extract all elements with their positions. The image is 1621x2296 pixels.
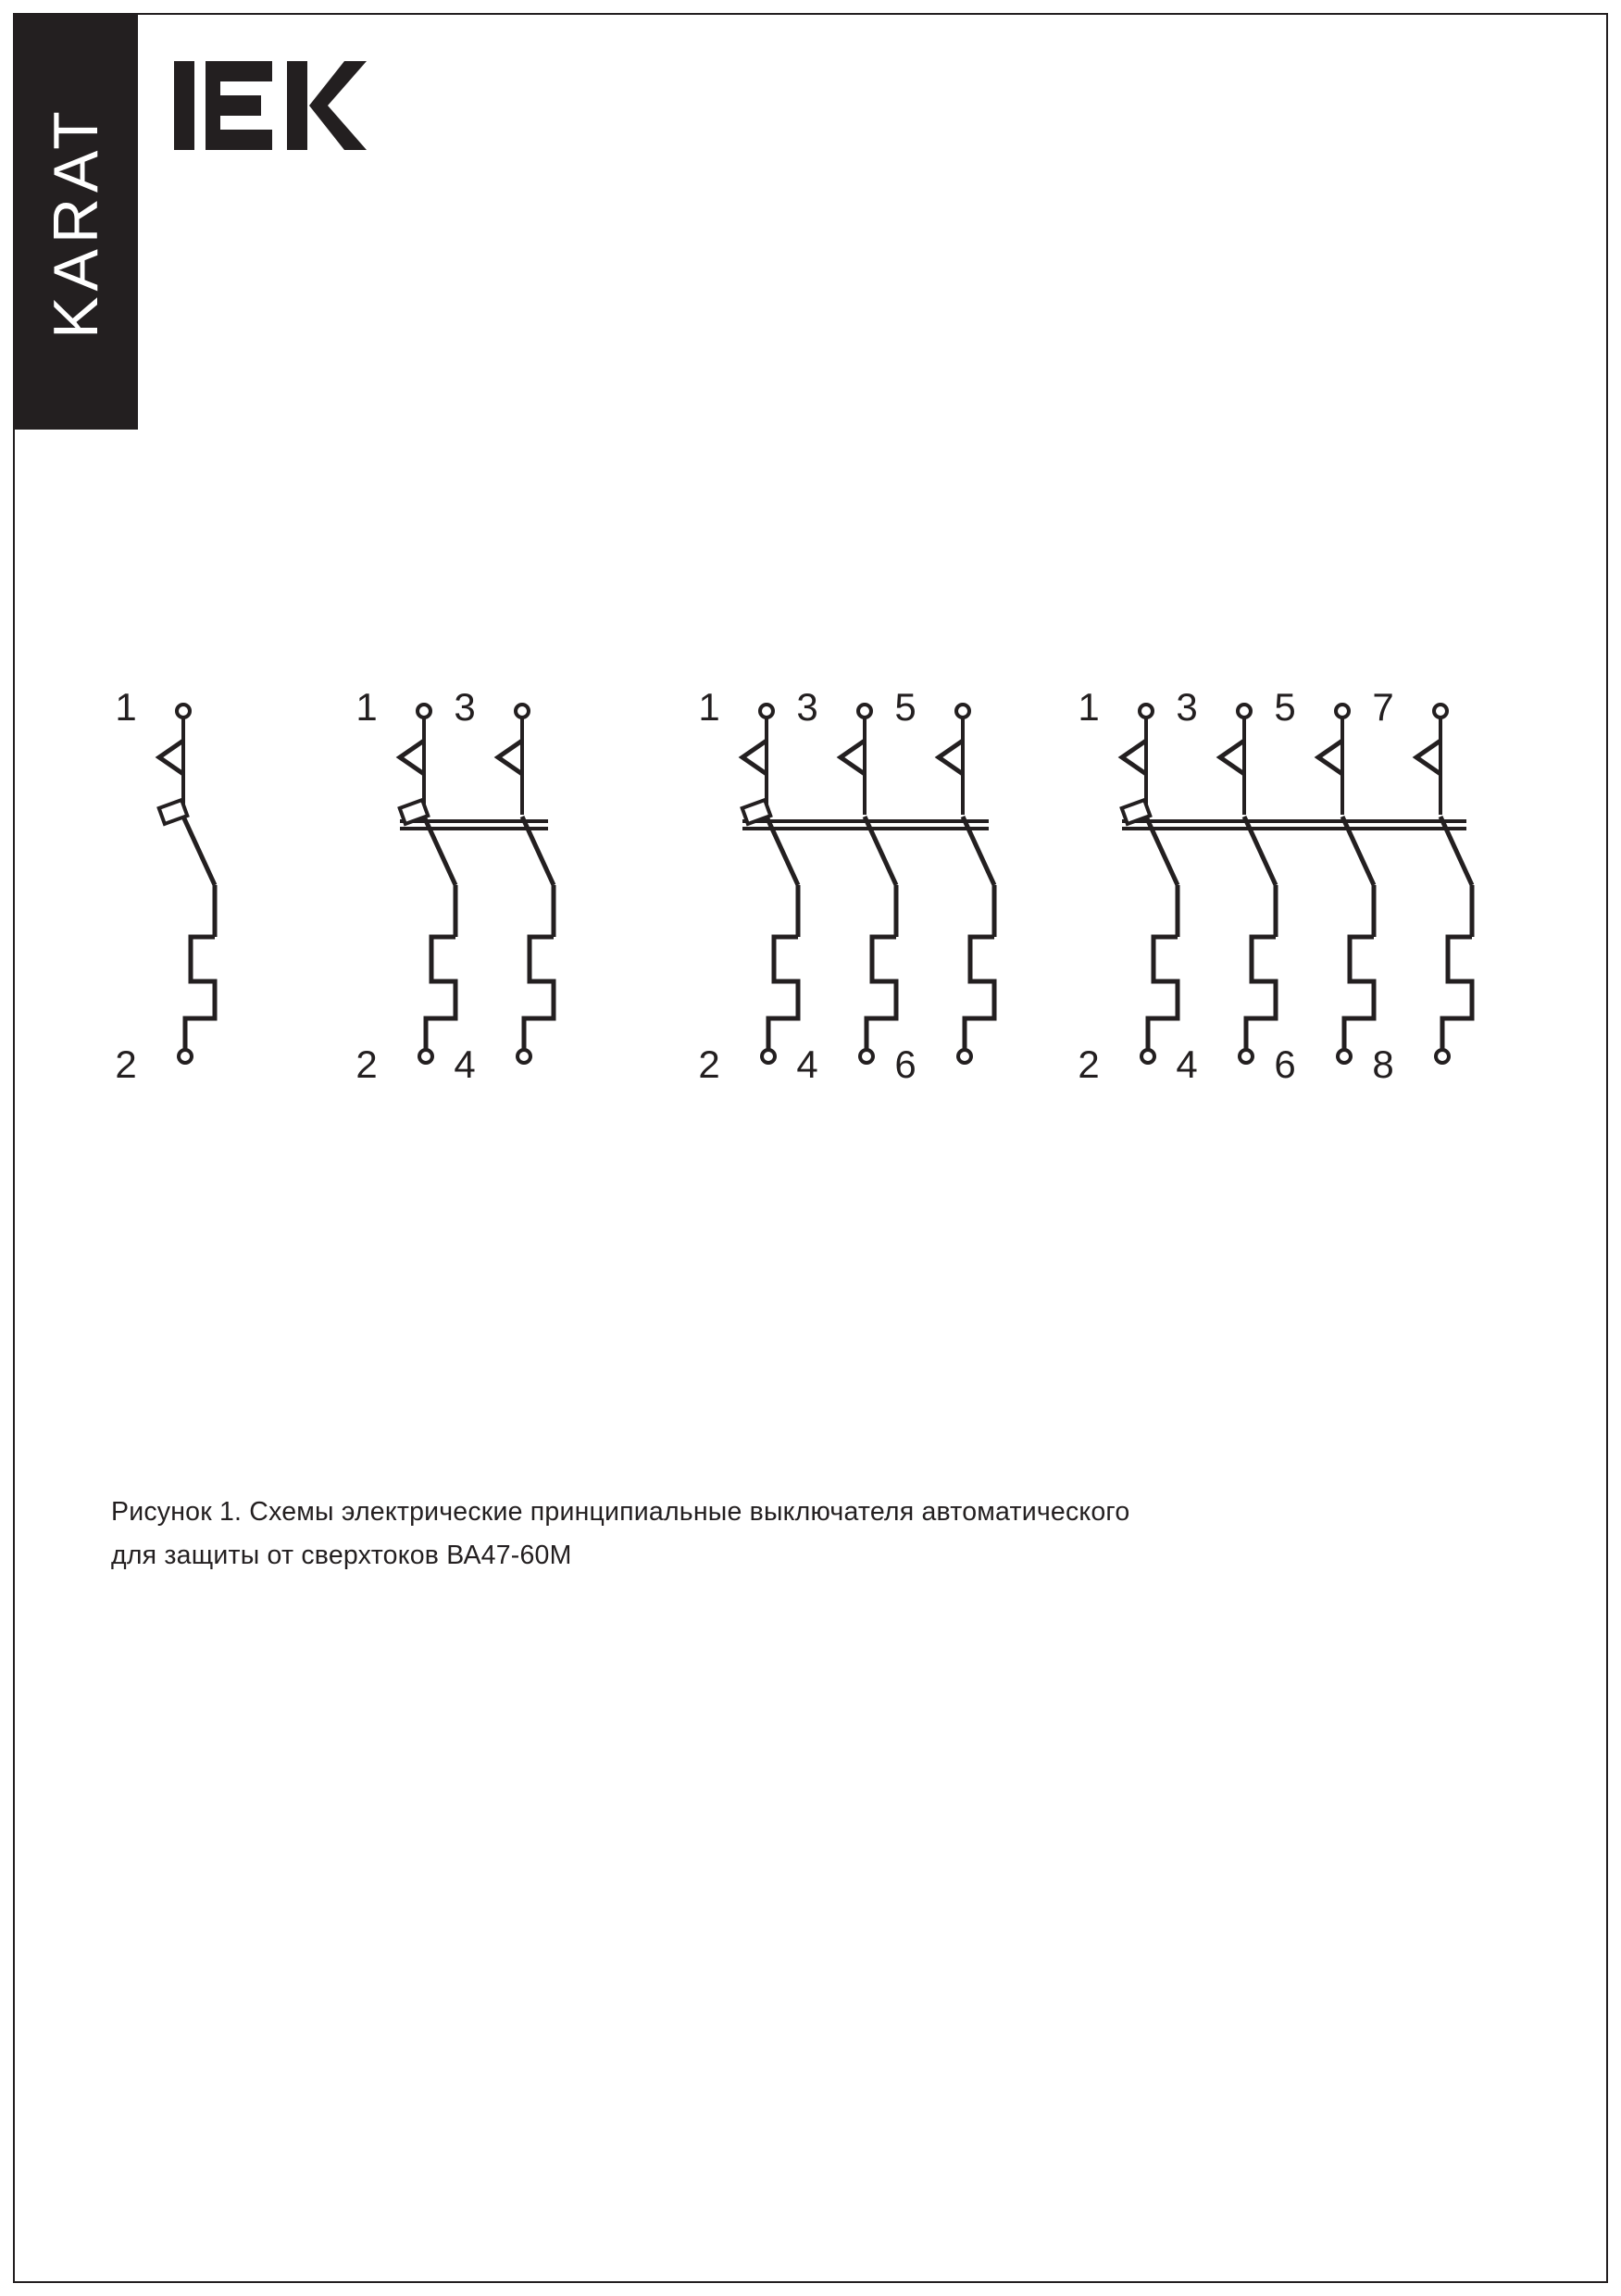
figure-caption-line-1: Рисунок 1. Схемы электрические принципиальные выключателя автоматического	[111, 1497, 1130, 1527]
terminal-label-bottom: 2	[355, 1042, 378, 1086]
schematic-group-1p	[115, 685, 215, 1086]
terminal-label-bottom: 6	[1274, 1042, 1296, 1086]
terminal-label-top: 3	[796, 685, 818, 729]
terminal-label-bottom: 4	[1176, 1042, 1198, 1086]
terminal-label-top: 5	[1274, 685, 1296, 729]
figure-caption-line-2: для защиты от сверхтоков ВА47-60М	[111, 1541, 572, 1570]
breaker-schematic-diagram	[93, 685, 1509, 1204]
terminal-label-bottom: 6	[894, 1042, 916, 1086]
terminal-label-top: 1	[355, 685, 378, 729]
terminal-label-top: 5	[894, 685, 916, 729]
terminal-label-top: 3	[1176, 685, 1198, 729]
iek-logo	[172, 57, 367, 159]
terminal-label-bottom: 4	[454, 1042, 476, 1086]
terminal-label-top: 3	[454, 685, 476, 729]
terminal-label-bottom: 4	[796, 1042, 818, 1086]
series-tab	[15, 15, 138, 430]
terminal-label-top: 1	[698, 685, 720, 729]
terminal-label-bottom: 2	[115, 1042, 137, 1086]
terminal-label-bottom: 2	[1078, 1042, 1100, 1086]
terminal-label-top: 1	[1078, 685, 1100, 729]
terminal-label-top: 1	[115, 685, 137, 729]
terminal-label-bottom: 8	[1372, 1042, 1394, 1086]
schematic-group-3p	[698, 685, 994, 1086]
schematic-group-2p	[355, 685, 554, 1086]
terminal-label-bottom: 2	[698, 1042, 720, 1086]
terminal-label-top: 7	[1372, 685, 1394, 729]
series-tab-label: KARAT	[41, 106, 111, 339]
schematic-group-4p	[1078, 685, 1472, 1086]
figure-caption	[111, 1491, 1268, 1578]
